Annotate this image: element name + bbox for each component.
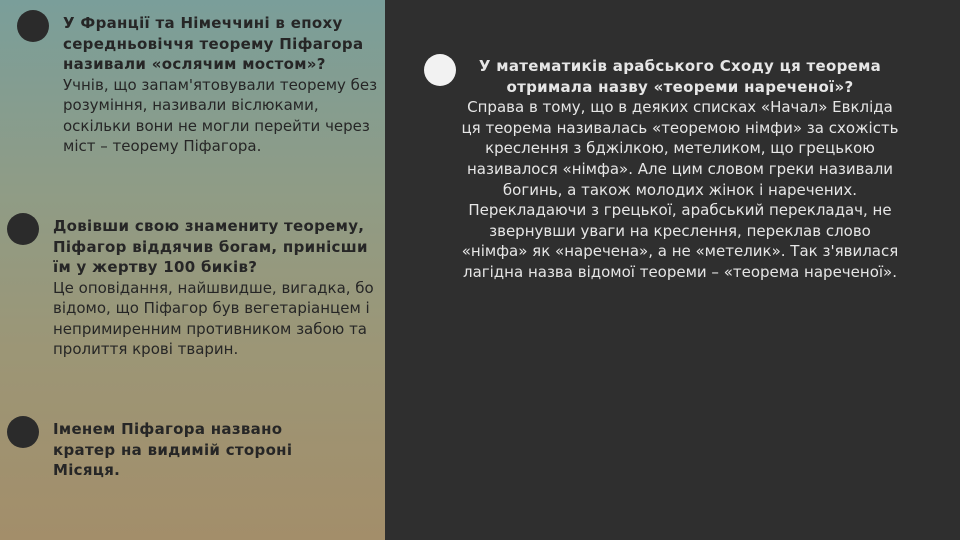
- fact-block-3: [53, 419, 343, 481]
- fact-1-heading: У Франції та Німеччині в епоху середньовіччя теорему Піфагора називали «ослячим мостом»?: [63, 14, 364, 73]
- bullet-icon-2: [7, 213, 39, 245]
- fact-block-1: [63, 13, 383, 157]
- fact-block-2: [53, 216, 378, 360]
- fact-2-heading: Довівши свою знамениту теорему, Піфагор віддячив богам, принісши їм у жертву 100 биків?: [53, 217, 368, 276]
- fact-2-body: Це оповідання, найшвидше, вигадка, бо відомо, що Піфагор був вегетаріанцем і непримиренним противником забою та пролиття крові тварин.: [53, 278, 374, 358]
- fact-4-body: Справа в тому, що в деяких списках «Начал» Евкліда ця теорема називалась «теоремою німфи» за схожість креслення з бджілкою, метеликом, що грецькою називалося «німфа». Але цим словом греки називали богинь, а також молодих жінок і наречених. Перекладаючи з грецької, арабський перекладач, не звернувши уваги на креслення, переклав слово «німфа» як «наречена», а не «метелик». Так з'явилася лагідна назва відомої теореми – «теорема нареченої».: [461, 98, 899, 281]
- bullet-icon-4: [424, 54, 456, 86]
- bullet-icon-1: [17, 10, 49, 42]
- fact-3-heading: Іменем Піфагора названо кратер на видимій стороні Місяця.: [53, 420, 293, 479]
- bullet-icon-3: [7, 416, 39, 448]
- fact-block-4: [460, 56, 900, 283]
- fact-4-heading: У математиків арабського Сходу ця теорема отримала назву «теореми нареченої»?: [478, 57, 882, 96]
- fact-1-body: Учнів, що запам'ятовували теорему без розуміння, називали віслюками, оскільки вони не могли перейти через міст – теорему Піфагора.: [63, 75, 378, 155]
